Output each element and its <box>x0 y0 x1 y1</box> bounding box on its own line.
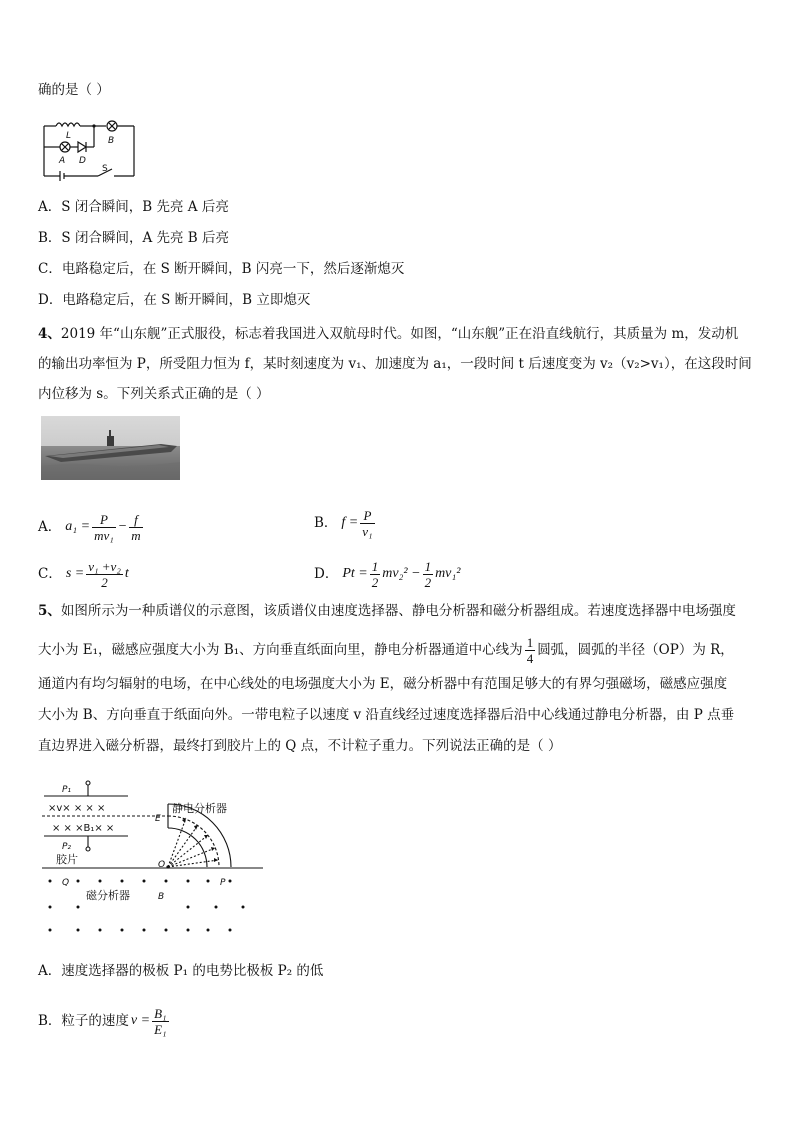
q4-option-d-num-2: 1 <box>424 558 432 574</box>
q5-option-b-lhs: v = <box>130 1013 151 1028</box>
mass-spectrometer-diagram <box>38 775 268 940</box>
q4-option-c-lhs: s = <box>65 566 85 581</box>
q4-stem-line-3: 内位移为 s。下列关系式正确的是（ ） <box>38 386 270 402</box>
aircraft-carrier-photo <box>41 416 180 480</box>
q5-option-b-frac <box>152 1006 168 1037</box>
q5-option-b-label: B．粒子的速度 <box>38 1013 129 1029</box>
q3-option-b: B．S 闭合瞬间，A 先亮 B 后亮 <box>38 230 230 246</box>
q5-stem-line-3: 通道内有均匀辐射的电场，在中心线处的电场强度大小为 E，磁分析器中有范围足够大的有界匀强磁场，磁感应强度 <box>38 676 728 692</box>
q5-stem-line-1: 如图所示为一种质谱仪的示意图，该质谱仪由速度选择器、静电分析器和磁分析器组成。若速度选择器中电场强度 <box>60 603 736 619</box>
circuit-label-L: L <box>66 131 72 141</box>
q4-stem-line-2: 的输出功率恒为 P，所受阻力恒为 f，某时刻速度为 v₁、加速度为 a₁，一段时间 t 后速度变为 v₂（v₂>v₁），在这段时间 <box>38 356 752 372</box>
q4-option-a-lhs: a₁ = <box>65 519 91 534</box>
label-b: B <box>158 892 165 902</box>
q4-option-d-den-2: 2 <box>424 574 432 590</box>
q4-option-c-num: v₁ +v₂ <box>88 558 121 574</box>
q4-option-b-num: P <box>360 508 374 524</box>
q4-option-d <box>314 557 460 591</box>
label-q: Q <box>62 878 70 888</box>
q4-option-b <box>314 506 377 540</box>
label-p2: P₂ <box>62 842 72 852</box>
q4-option-a-den-1: mv₁ <box>94 527 114 543</box>
q4-option-d-frac-2 <box>423 559 434 590</box>
q4-option-c-label: C． <box>38 566 62 582</box>
label-b1-row: × × ×B₁× × <box>52 823 115 834</box>
q3-stem-tail: 确的是（ ） <box>38 82 110 98</box>
q5-stem-line-5: 直边界进入磁分析器，最终打到胶片上的 Q 点，不计粒子重力。下列说法正确的是（ ） <box>38 738 562 754</box>
q3-option-a: A．S 闭合瞬间，B 先亮 A 后亮 <box>38 199 229 215</box>
q4-option-c-tail: t <box>124 566 129 581</box>
q4-option-a-label: A． <box>38 519 62 535</box>
q4-option-a-num-2: f <box>129 512 142 528</box>
circuit-diagram <box>38 116 148 184</box>
q5-number: 5、 <box>38 603 61 619</box>
q5-line-1 <box>38 602 736 620</box>
q5-quarter-frac <box>525 635 536 666</box>
q3-option-d: D．电路稳定后，在 S 断开瞬间，B 立即熄灭 <box>38 292 311 308</box>
label-film: 胶片 <box>56 853 78 866</box>
q4-option-b-label: B． <box>314 515 338 531</box>
q5-line-2 <box>38 632 734 668</box>
q5-option-a: A．速度选择器的极板 P₁ 的电势比极板 P₂ 的低 <box>38 963 324 979</box>
q4-number: 4、 <box>38 326 61 342</box>
label-o: O <box>158 860 166 870</box>
q4-option-c <box>38 557 129 591</box>
q5-option-b-num: B₁ <box>154 1005 167 1021</box>
q4-option-d-lhs: Pt = <box>342 566 368 581</box>
q4-option-a-den-2: m <box>131 527 141 543</box>
q5-quarter-den: 4 <box>526 650 534 666</box>
q5-quarter-num: 1 <box>526 634 534 650</box>
q4-option-d-num-1: 1 <box>371 558 379 574</box>
label-magnetic-analyzer: 磁分析器 <box>86 889 130 902</box>
q4-option-b-lhs: f = <box>341 515 359 530</box>
q5-option-b-den: E₁ <box>154 1021 167 1037</box>
q4-option-b-frac <box>360 508 374 539</box>
q4-option-a-minus: − <box>117 519 128 534</box>
label-p1: P₁ <box>62 785 72 795</box>
q5-option-b <box>38 1002 171 1040</box>
q4-option-a-frac-1 <box>92 512 116 543</box>
label-electrostatic-analyzer: 静电分析器 <box>172 802 227 815</box>
label-p: P <box>220 878 226 888</box>
q5-stem-line-2b: 圆弧，圆弧的半径（OP）为 R， <box>537 642 734 658</box>
q4-option-a-frac-2 <box>129 512 142 543</box>
q5-stem-line-4: 大小为 B、方向垂直于纸面向外。一带电粒子以速度 v 沿直线经过速度选择器后沿中心线通过静电分析器，由 P 点垂 <box>38 707 735 723</box>
label-e: E <box>155 814 161 824</box>
q4-option-c-frac <box>86 559 123 590</box>
q4-option-d-frac-1 <box>370 559 381 590</box>
q5-stem-line-2a: 大小为 E₁，磁感应强度大小为 B₁、方向垂直纸面向里，静电分析器通道中心线为 <box>38 642 523 658</box>
circuit-label-D: D <box>79 156 86 166</box>
q4-option-a-num-1: P <box>92 512 116 528</box>
q4-option-d-den-1: 2 <box>371 574 379 590</box>
circuit-label-S: S <box>102 164 108 174</box>
q4-option-a <box>38 510 145 544</box>
q4-option-b-den: v₁ <box>362 523 373 539</box>
q4-line-1 <box>38 325 738 343</box>
q4-option-d-label: D． <box>314 566 339 582</box>
label-v-row: ×v× × × × <box>48 803 106 814</box>
q4-option-d-tail: mv₁² <box>435 566 461 581</box>
q4-option-c-den: 2 <box>101 574 108 590</box>
q3-option-c: C．电路稳定后，在 S 断开瞬间，B 闪亮一下，然后逐渐熄灭 <box>38 261 405 277</box>
q4-option-d-mid: mv₂² − <box>382 566 421 581</box>
q4-stem-line-1: 2019 年“山东舰”正式服役，标志着我国进入双航母时代。如图，“山东舰”正在沿直线航行，其质量为 m，发动机 <box>60 326 739 342</box>
circuit-label-A: A <box>59 156 66 166</box>
circuit-label-B: B <box>108 136 115 146</box>
